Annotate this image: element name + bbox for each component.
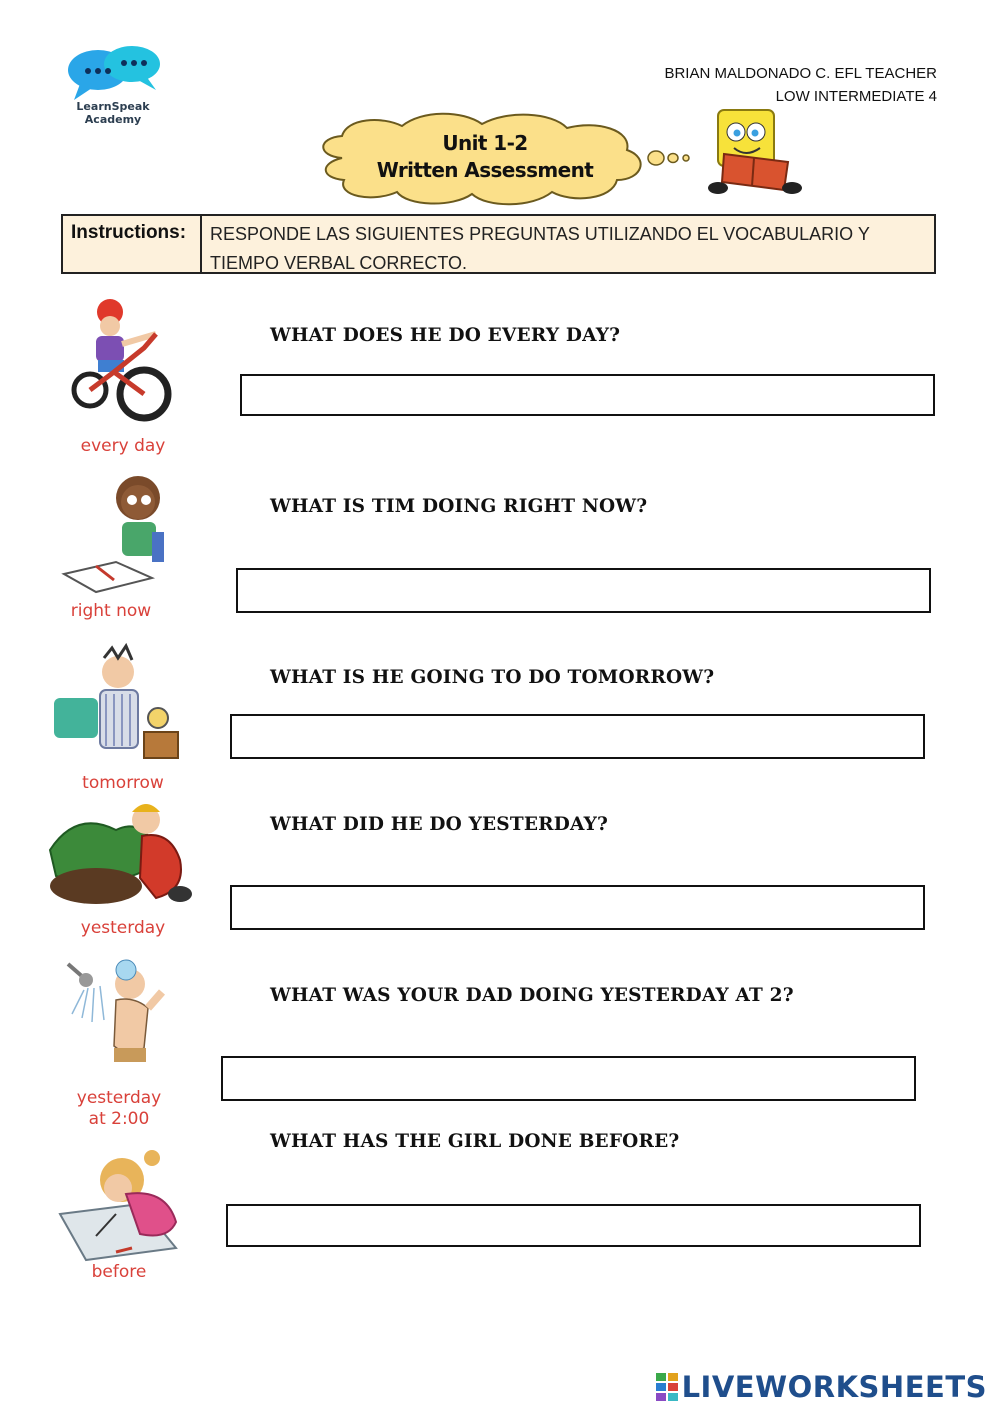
- course-level: LOW INTERMEDIATE 4: [775, 88, 937, 105]
- answer-field-2[interactable]: [236, 568, 931, 613]
- boy-cycling-illustration: [52, 298, 182, 428]
- liveworksheets-logo-icon: [656, 1373, 680, 1401]
- caption-yesterday-at-2: yesterday at 2:00: [76, 1088, 162, 1129]
- caption-before: before: [91, 1262, 147, 1282]
- question-3: WHAT IS HE GOING TO DO TOMORROW?: [270, 667, 715, 688]
- caption-every-day: every day: [80, 436, 166, 456]
- caption-right-now: right now: [70, 601, 152, 621]
- thought-bubbles: [646, 146, 696, 170]
- assessment-title: [360, 130, 610, 184]
- liveworksheets-brand[interactable]: [656, 1370, 987, 1404]
- boy-thinking-illustration: [56, 470, 186, 600]
- title-subtitle: Written Assessment: [376, 158, 594, 182]
- brand-text: LIVEWORKSHEETS: [681, 1370, 987, 1404]
- caption-yesterday: yesterday: [80, 918, 166, 938]
- title-unit: Unit 1-2: [442, 131, 528, 155]
- caption-tomorrow: tomorrow: [82, 773, 164, 793]
- question-4: WHAT DID HE DO YESTERDAY?: [270, 814, 609, 835]
- answer-field-4[interactable]: [230, 885, 925, 930]
- answer-field-1[interactable]: [240, 374, 935, 416]
- answer-field-5[interactable]: [221, 1056, 916, 1101]
- question-6: WHAT HAS THE GIRL DONE BEFORE?: [270, 1131, 680, 1152]
- question-5: WHAT WAS YOUR DAD DOING YESTERDAY AT 2?: [270, 985, 794, 1006]
- sponge-reading-illustration: [704, 104, 808, 198]
- answer-field-3[interactable]: [230, 714, 925, 759]
- logo-text: LearnSpeak Academy: [76, 100, 150, 126]
- answer-field-6[interactable]: [226, 1204, 921, 1247]
- instructions-text: RESPONDE LAS SIGUIENTES PREGUNTAS UTILIZANDO EL VOCABULARIO Y TIEMPO VERBAL CORRECTO.: [210, 224, 870, 273]
- girl-drawing-illustration: [56, 1144, 186, 1274]
- man-waking-up-illustration: [52, 642, 182, 772]
- teacher-info: [664, 62, 937, 108]
- question-2: WHAT IS TIM DOING RIGHT NOW?: [270, 496, 648, 517]
- teacher-name: BRIAN MALDONADO C. EFL TEACHER: [664, 65, 937, 82]
- man-showering-illustration: [58, 958, 188, 1088]
- instructions-label: Instructions:: [63, 216, 202, 272]
- instructions-box: [61, 214, 936, 274]
- man-gardening-illustration: [46, 790, 196, 920]
- question-1: WHAT DOES HE DO EVERY DAY?: [270, 325, 621, 346]
